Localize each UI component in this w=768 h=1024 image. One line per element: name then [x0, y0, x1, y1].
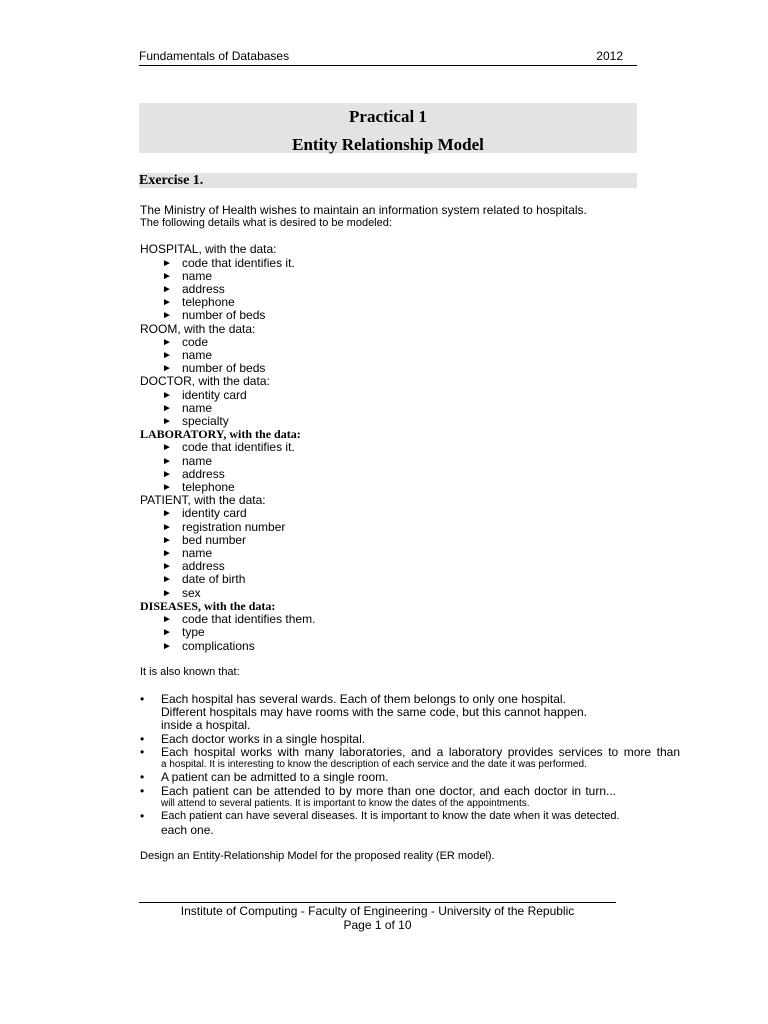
attribute-item [140, 309, 680, 322]
arrow-bullet-icon: ► [162, 640, 172, 652]
arrow-bullet-icon: ► [162, 534, 172, 546]
arrow-bullet-icon: ► [162, 627, 172, 639]
arrow-bullet-icon: ► [162, 455, 172, 467]
attribute-item [140, 626, 680, 639]
arrow-bullet-icon: ► [162, 482, 172, 494]
requirement-item [140, 810, 680, 836]
page-footer [139, 902, 616, 932]
attribute-text: identity card [182, 506, 247, 521]
requirement-text: A patient can be admitted to a single room. [161, 770, 389, 785]
attribute-text: bed number [182, 532, 247, 547]
arrow-bullet-icon: ► [162, 548, 172, 560]
attribute-text: registration number [182, 519, 286, 534]
requirement-text: will attend to several patients. It is important to know the dates of the appointments. [161, 797, 530, 809]
requirement-text: inside a hospital. [161, 718, 251, 733]
attribute-text: telephone [182, 480, 235, 495]
attribute-text: number of beds [182, 308, 266, 323]
arrow-bullet-icon: ► [162, 468, 172, 480]
attribute-text: sex [182, 585, 201, 600]
requirement-text: Each patient can be attended to by more than one doctor, and each doctor in turn... [161, 783, 616, 798]
arrow-bullet-icon: ► [162, 257, 172, 269]
attribute-text: code that identifies it. [182, 440, 295, 455]
attribute-text: specialty [182, 414, 229, 429]
requirement-text: a hospital. It is interesting to know the description of each service and the date it was performed. [161, 758, 587, 770]
bullet-icon: • [140, 744, 145, 759]
attribute-text: address [182, 559, 225, 574]
attribute-text: type [182, 625, 205, 640]
intro-line-2: The following details what is desired to be modeled: [140, 217, 392, 230]
bullet-icon: • [140, 783, 145, 798]
arrow-bullet-icon: ► [162, 442, 172, 454]
arrow-bullet-icon: ► [162, 389, 172, 401]
attribute-text: number of beds [182, 361, 266, 376]
entity-heading: HOSPITAL, with the data: [140, 242, 277, 257]
requirement-text: Each hospital works with many laboratories, and a laboratory provides services to more than [161, 744, 680, 759]
attribute-item [140, 257, 680, 270]
attribute-text: name [182, 268, 213, 283]
attribute-text: code [182, 334, 209, 349]
arrow-bullet-icon: ► [162, 310, 172, 322]
entity-heading: DOCTOR, with the data: [140, 374, 270, 389]
attribute-item [140, 415, 680, 428]
course-title: Fundamentals of Databases [139, 49, 290, 63]
attribute-item [140, 640, 680, 653]
attribute-text: telephone [182, 295, 235, 310]
requirement-text: each one. [161, 822, 214, 837]
requirements-list [140, 693, 680, 837]
attribute-text: identity card [182, 387, 247, 402]
requirement-item [140, 771, 680, 784]
exercise-body [140, 204, 680, 863]
attribute-text: code that identifies them. [182, 612, 316, 627]
requirement-item [140, 693, 680, 733]
requirement-item [140, 733, 680, 746]
attribute-text: name [182, 348, 213, 363]
attribute-text: complications [182, 638, 255, 653]
attribute-item [140, 534, 680, 547]
arrow-bullet-icon: ► [162, 574, 172, 586]
arrow-bullet-icon: ► [162, 561, 172, 573]
arrow-bullet-icon: ► [162, 270, 172, 282]
attribute-text: name [182, 400, 213, 415]
attribute-item [140, 613, 680, 626]
arrow-bullet-icon: ► [162, 416, 172, 428]
title-box [139, 103, 637, 153]
entity-heading: PATIENT, with the data: [140, 493, 266, 508]
arrow-bullet-icon: ► [162, 297, 172, 309]
arrow-bullet-icon: ► [162, 402, 172, 414]
attribute-item [140, 362, 680, 375]
attribute-item [140, 441, 680, 454]
attribute-text: address [182, 282, 225, 297]
entity-heading: ROOM, with the data: [140, 321, 256, 336]
design-instruction: Design an Entity-Relationship Model for the proposed reality (ER model). [140, 849, 495, 862]
attribute-item [140, 336, 680, 349]
arrow-bullet-icon: ► [162, 284, 172, 296]
attribute-item [140, 481, 680, 494]
arrow-bullet-icon: ► [162, 508, 172, 520]
requirement-text: Each hospital has several wards. Each of them belongs to only one hospital. [161, 691, 566, 706]
attribute-item [140, 587, 680, 600]
requirement-item [140, 746, 680, 772]
arrow-bullet-icon: ► [162, 521, 172, 533]
page-header [139, 49, 637, 66]
attribute-item [140, 507, 680, 520]
attribute-text: address [182, 466, 225, 481]
intro-line-1: The Ministry of Health wishes to maintain an information system related to hospitals. [140, 203, 587, 217]
practical-subtitle: Entity Relationship Model [292, 135, 484, 154]
exercise-heading: Exercise 1. [139, 173, 637, 188]
arrow-bullet-icon: ► [162, 587, 172, 599]
attribute-text: code that identifies it. [182, 255, 295, 270]
entity-list [140, 243, 680, 652]
bullet-icon: • [140, 809, 145, 824]
bullet-icon: • [140, 691, 145, 706]
attribute-item [140, 573, 680, 586]
arrow-bullet-icon: ► [162, 336, 172, 348]
requirement-text: Each patient can have several diseases. It is important to know the date when it was detected. [161, 810, 620, 823]
arrow-bullet-icon: ► [162, 350, 172, 362]
header-year: 2012 [596, 49, 623, 63]
entity-heading: DISEASES, with the data: [140, 598, 276, 613]
bullet-icon: • [140, 731, 145, 746]
requirement-text: Different hospitals may have rooms with the same code, but this cannot happen. [161, 705, 588, 720]
arrow-bullet-icon: ► [162, 363, 172, 375]
institution-name: Institute of Computing - Faculty of Engineering - University of the Republic [180, 904, 575, 918]
attribute-item [140, 521, 680, 534]
requirement-text: Each doctor works in a single hospital. [161, 731, 366, 746]
practical-title: Practical 1 [349, 107, 427, 126]
attribute-item [140, 455, 680, 468]
bullet-icon: • [140, 770, 145, 785]
page-number: Page 1 of 10 [343, 918, 412, 932]
arrow-bullet-icon: ► [162, 614, 172, 626]
attribute-text: name [182, 546, 213, 561]
entity-heading: LABORATORY, with the data: [140, 427, 301, 442]
attribute-text: name [182, 453, 213, 468]
requirement-item [140, 785, 616, 811]
also-known-text: It is also known that: [140, 665, 240, 678]
attribute-item [140, 389, 680, 402]
attribute-text: date of birth [182, 572, 246, 587]
